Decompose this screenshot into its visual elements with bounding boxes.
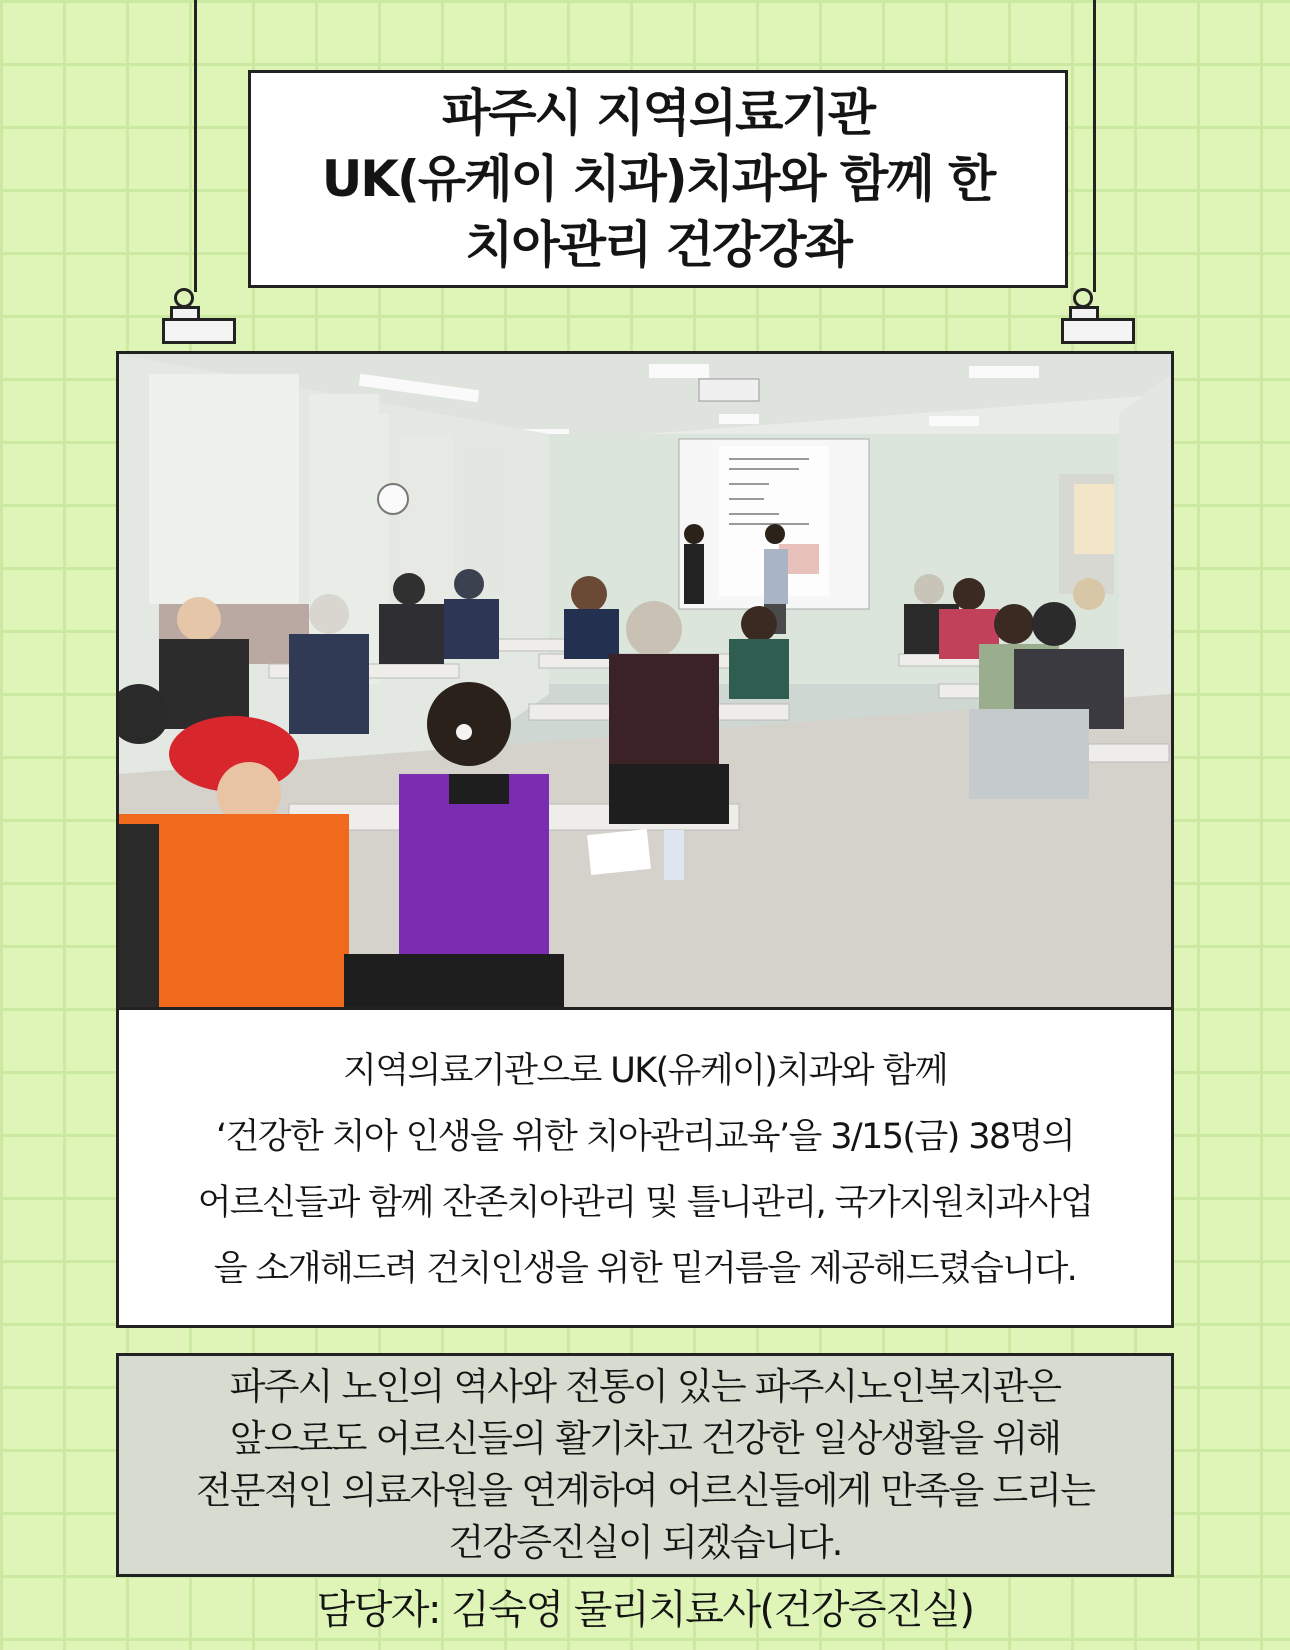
title-line-2: UK(유케이 치과)치과와 함께 한: [321, 150, 995, 208]
note-line-3: 전문적인 의료자원을 연계하여 어르신들에게 만족을 드리는: [195, 1469, 1095, 1512]
description-box: [116, 1010, 1174, 1328]
binder-clip-right: [1061, 288, 1133, 348]
title-box: [248, 70, 1068, 288]
description-line-1: 지역의료기관으로 UK(유케이)치과와 함께: [343, 1050, 947, 1091]
note-line-2: 앞으로도 어르신들의 활기차고 건강한 일상생활을 위해: [229, 1417, 1061, 1460]
note-line-4: 건강증진실이 되겠습니다.: [448, 1521, 842, 1564]
description-line-4: 을 소개해드려 건치인생을 위한 밑거름을 제공해드렸습니다.: [213, 1248, 1077, 1289]
note-line-1: 파주시 노인의 역사와 전통이 있는 파주시노인복지관은: [229, 1365, 1061, 1408]
hanging-string-left: [194, 0, 197, 292]
title-line-3: 치아관리 건강강좌: [465, 216, 851, 274]
binder-clip-left: [162, 288, 234, 348]
description-line-2: ‘건강한 치아 인생을 위한 치아관리교육’을 3/15(금) 38명의: [215, 1116, 1075, 1157]
contact-person: 담당자: 김숙영 물리치료사(건강증진실): [316, 1587, 974, 1633]
closing-note-box: [116, 1353, 1174, 1577]
description-line-3: 어르신들과 함께 잔존치아관리 및 틀니관리, 국가지원치과사업: [197, 1182, 1093, 1223]
lecture-photo: [116, 351, 1174, 1010]
lecture-scene: [119, 354, 1171, 1010]
title-line-1: 파주시 지역의료기관: [441, 84, 875, 142]
hanging-string-right: [1093, 0, 1096, 292]
